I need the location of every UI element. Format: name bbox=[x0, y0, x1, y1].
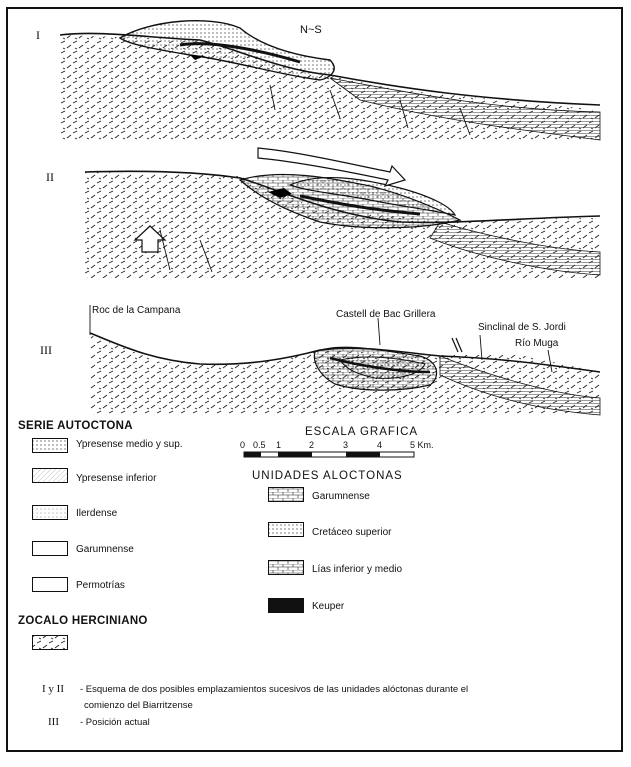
legend-item-garumnense-autoctona: Garumnense bbox=[76, 544, 134, 555]
scale-tick-4: 4 bbox=[377, 440, 383, 450]
section-label-II: II bbox=[46, 170, 54, 184]
scale-tick-2: 2 bbox=[309, 440, 315, 450]
section-II bbox=[85, 148, 600, 278]
scale-bar bbox=[244, 452, 414, 457]
legend-item-keuper: Keuper bbox=[312, 601, 345, 612]
swatch-keuper bbox=[268, 598, 304, 613]
legend-item-ypresense-inferior: Ypresense inferior bbox=[76, 473, 157, 484]
legend-item-garumnense-aloctona: Garumnense bbox=[312, 491, 370, 502]
note-2-text: - Posición actual bbox=[80, 717, 150, 728]
swatch-ypresense-inferior bbox=[32, 468, 68, 483]
swatch-permotrias bbox=[32, 577, 68, 592]
note-1-text-cont: comienzo del Biarritzense bbox=[84, 700, 193, 711]
place-rio-muga: Río Muga bbox=[515, 338, 559, 349]
place-sinclinal-de-s-jordi: Sinclinal de S. Jordi bbox=[478, 322, 566, 333]
legend-autoctona-title: SERIE AUTOCTONA bbox=[18, 420, 133, 432]
swatch-ypresense-medio bbox=[32, 438, 68, 453]
swatch-garumnense-autoctona bbox=[32, 541, 68, 556]
legend-item-ilerdense: Ilerdense bbox=[76, 508, 118, 519]
scale-tick-5: 5 Km. bbox=[410, 440, 434, 450]
note-2-key: III bbox=[48, 716, 59, 728]
scale-tick-0: 0 bbox=[240, 440, 246, 450]
place-castell-de-bac-grillera: Castell de Bac Grillera bbox=[336, 309, 436, 320]
legend-item-permotrias: Permotrías bbox=[76, 580, 125, 591]
place-roc-de-la-campana: Roc de la Campana bbox=[92, 305, 181, 316]
note-1-key: I y II bbox=[42, 683, 64, 695]
section-I bbox=[60, 21, 600, 140]
swatch-lias bbox=[268, 560, 304, 575]
orientation-label: N~S bbox=[300, 24, 322, 36]
swatch-garumnense-aloctona bbox=[268, 487, 304, 502]
section-label-I: I bbox=[36, 28, 40, 42]
legend-zocalo-title: ZOCALO HERCINIANO bbox=[18, 615, 148, 627]
note-1-text: - Esquema de dos posibles emplazamientos sucesivos de las unidades alóctonas durante el bbox=[80, 684, 469, 695]
scale-tick-1: 1 bbox=[276, 440, 282, 450]
legend-item-lias: Lías inferior y medio bbox=[312, 564, 403, 575]
legend-item-ypresense-medio: Ypresense medio y sup. bbox=[76, 439, 183, 450]
scale-tick-3: 3 bbox=[343, 440, 349, 450]
legend-item-cretaceo-superior: Cretáceo superior bbox=[312, 527, 392, 538]
swatch-ilerdense bbox=[32, 505, 68, 520]
swatch-zocalo-herciniano bbox=[32, 635, 68, 650]
swatch-cretaceo-superior bbox=[268, 522, 304, 537]
scale-title: ESCALA GRAFICA bbox=[305, 426, 419, 438]
scale-tick-0-5: 0.5 bbox=[253, 440, 266, 450]
legend-alocotonas-title: UNIDADES ALOCTONAS bbox=[252, 470, 403, 482]
section-label-III: III bbox=[40, 343, 52, 357]
